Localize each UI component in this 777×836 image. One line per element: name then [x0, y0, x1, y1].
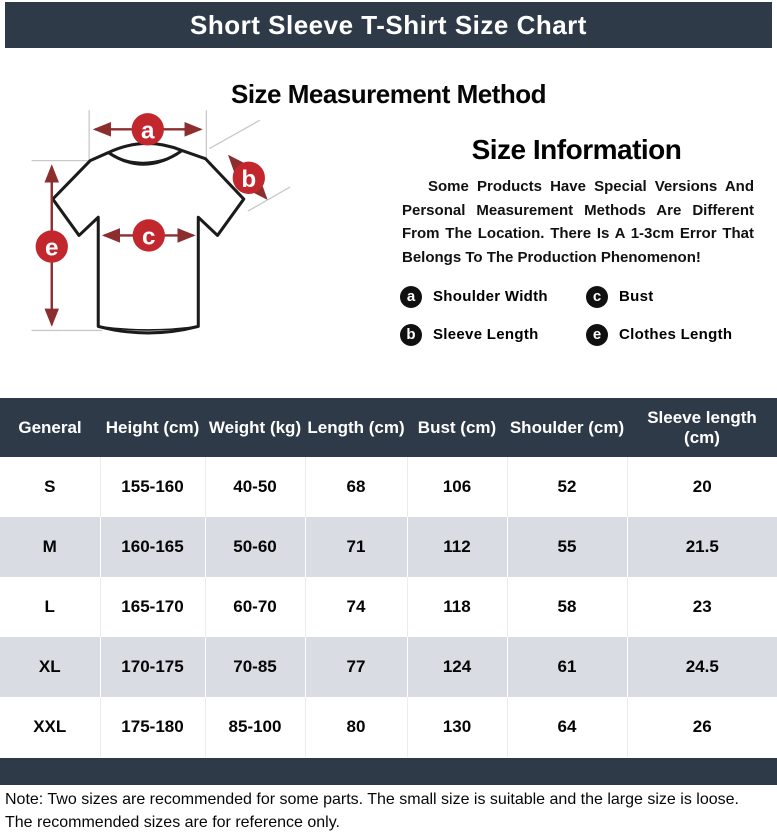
table-row-xxl — [0, 697, 777, 757]
legend-a-icon: a — [400, 286, 422, 308]
table-cell: 60-70 — [205, 577, 305, 637]
table-cell: 61 — [507, 637, 627, 697]
size-label: M — [42, 537, 57, 556]
table-cell: 118 — [407, 577, 507, 637]
table-cell: 175-180 — [100, 697, 205, 757]
table-cell: 106 — [407, 457, 507, 517]
legend-label: Bust — [619, 288, 654, 306]
table-row-s — [0, 457, 777, 517]
size-label: XXL — [33, 717, 67, 736]
tshirt-diagram-svg — [18, 98, 324, 386]
col-sleeve-length: Sleeve length (cm) — [627, 398, 777, 457]
size-information-section — [378, 134, 775, 346]
table-cell: 21.5 — [627, 517, 777, 577]
tshirt-measurement-diagram — [18, 98, 324, 386]
table-cell: 24.5 — [627, 637, 777, 697]
table-row-m — [0, 517, 777, 577]
col-weight: Weight (kg) — [205, 398, 305, 457]
measurement-method-heading: Size Measurement Method — [230, 79, 546, 109]
col-bust: Bust (cm) — [407, 398, 507, 457]
table-row-xl — [0, 637, 777, 697]
legend-label: Clothes Length — [619, 326, 733, 344]
size-label: L — [44, 597, 55, 616]
legend-e-icon: e — [586, 324, 608, 346]
size-information-body: Some Products Have Special Versions And Personal Measurement Methods Are Different From The Location. There Is A 1-3cm Error That Belongs To The Production Phenomenon! — [402, 178, 754, 267]
table-cell: 124 — [407, 637, 507, 697]
table-row-l — [0, 577, 777, 637]
col-length: Length (cm) — [305, 398, 407, 457]
table-cell: 160-165 — [100, 517, 205, 577]
legend-item-bust — [586, 286, 775, 308]
table-cell: 80 — [305, 697, 407, 757]
table-cell: 165-170 — [100, 577, 205, 637]
table-cell: 20 — [627, 457, 777, 517]
size-chart-table — [0, 398, 777, 757]
size-label: XL — [38, 657, 61, 676]
table-cell: 52 — [507, 457, 627, 517]
table-cell: 77 — [305, 637, 407, 697]
size-information-heading: Size Information — [471, 134, 682, 165]
table-cell: 26 — [627, 697, 777, 757]
legend-c-icon: c — [586, 286, 608, 308]
table-cell: 55 — [507, 517, 627, 577]
legend-item-shoulder-width — [400, 286, 586, 308]
table-cell: 170-175 — [100, 637, 205, 697]
legend-label: Sleeve Length — [433, 326, 539, 344]
col-general: General — [0, 398, 100, 457]
legend-label: Shoulder Width — [433, 288, 548, 306]
table-cell: 64 — [507, 697, 627, 757]
table-cell: 58 — [507, 577, 627, 637]
legend-item-clothes-length — [586, 324, 775, 346]
reference-note: Note: Two sizes are recommended for some parts. The small size is suitable and the large size is loose. The recommended sizes are for reference only. — [5, 791, 739, 831]
table-cell: 23 — [627, 577, 777, 637]
table-cell: 50-60 — [205, 517, 305, 577]
badge-a-letter: a — [141, 117, 155, 145]
table-cell: 71 — [305, 517, 407, 577]
badge-e-letter: e — [45, 234, 59, 262]
table-footer-bar — [0, 758, 777, 785]
page-title: Short Sleeve T-Shirt Size Chart — [5, 2, 772, 48]
badge-c-letter: c — [142, 223, 156, 251]
badge-b-letter: b — [241, 165, 257, 193]
col-shoulder: Shoulder (cm) — [507, 398, 627, 457]
table-cell: 155-160 — [100, 457, 205, 517]
table-cell: 85-100 — [205, 697, 305, 757]
table-cell: 112 — [407, 517, 507, 577]
table-cell: 74 — [305, 577, 407, 637]
legend-b-icon: b — [400, 324, 422, 346]
table-cell: 130 — [407, 697, 507, 757]
table-cell: 40-50 — [205, 457, 305, 517]
col-height: Height (cm) — [100, 398, 205, 457]
table-header-row — [0, 398, 777, 457]
legend-item-sleeve-length — [400, 324, 586, 346]
size-label: S — [44, 477, 56, 496]
table-cell: 70-85 — [205, 637, 305, 697]
measurement-legend — [400, 286, 775, 346]
table-cell: 68 — [305, 457, 407, 517]
